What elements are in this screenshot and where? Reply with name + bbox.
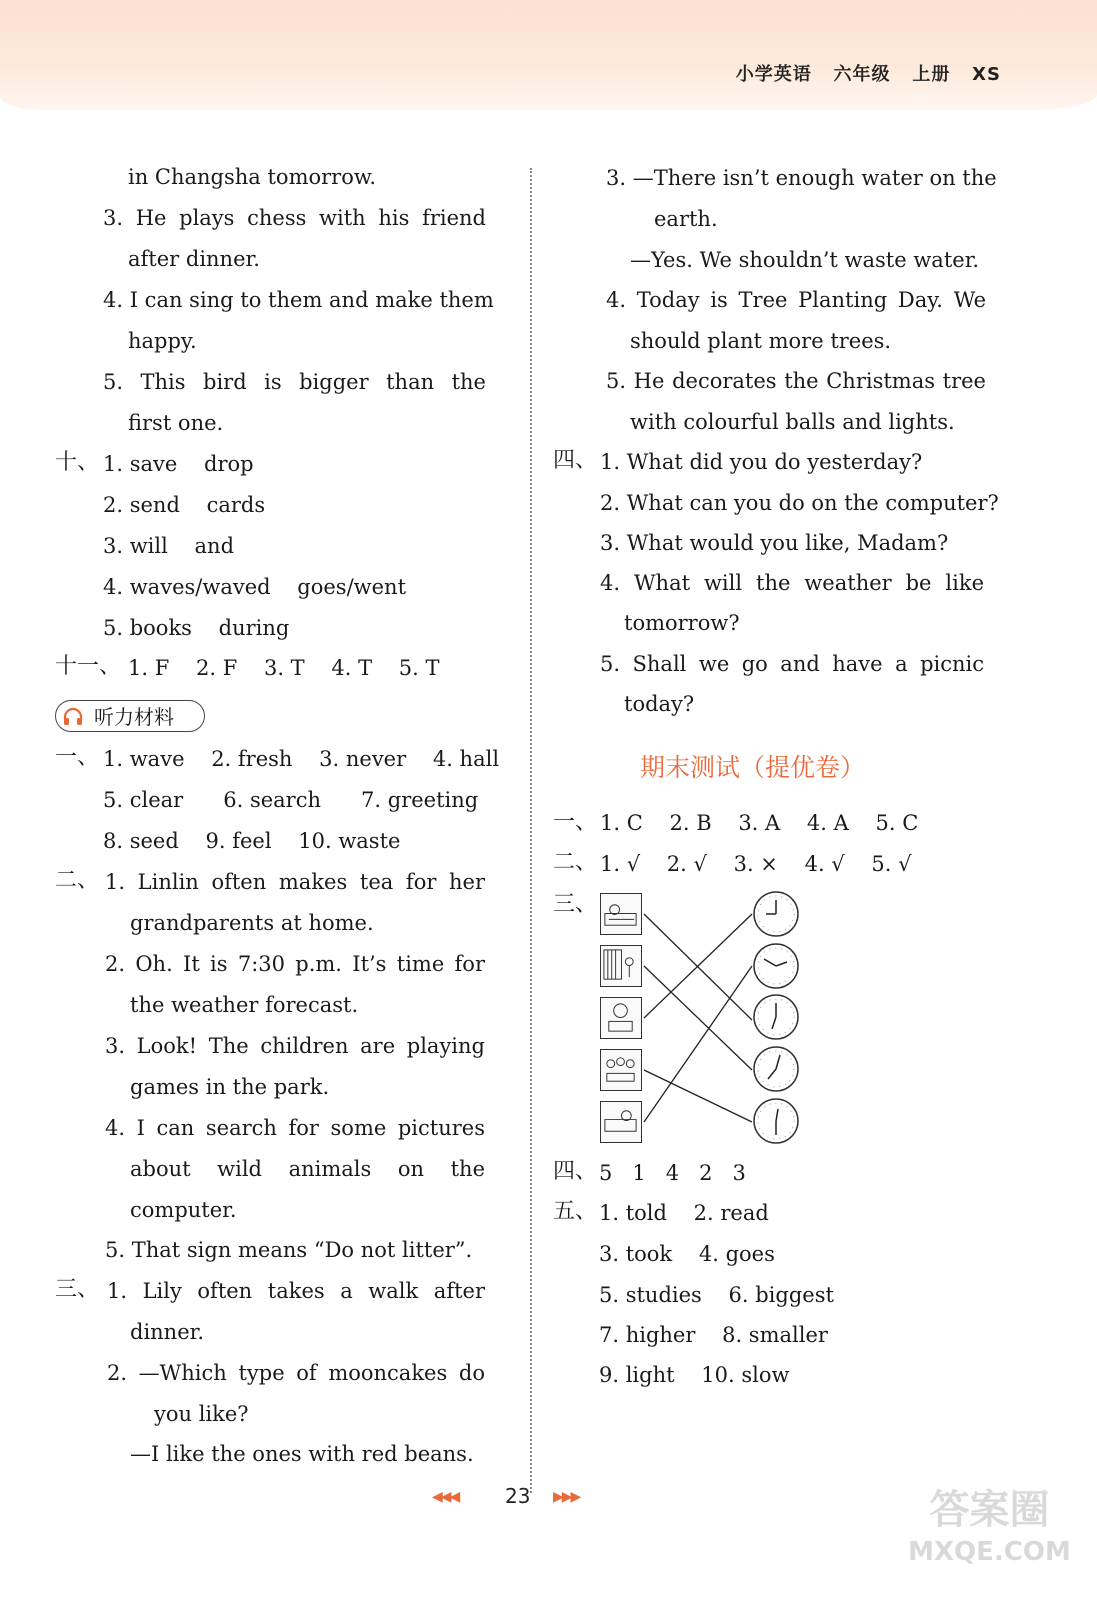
listen-2-line-7: 4. I can search for some pictures: [105, 1116, 485, 1140]
clock-icon: [752, 993, 800, 1041]
section-4-line-2: 2. What can you do on the computer?: [600, 491, 999, 515]
listen-1-row-2: 5. clear 6. search 7. greeting: [103, 788, 479, 812]
exam-section-4-answers: 5 1 4 2 3: [599, 1161, 746, 1185]
headphones-icon: [62, 706, 84, 728]
section-4-line-4: 4. What will the weather be like: [600, 571, 984, 595]
listen-3-line-5: —I like the ones with red beans.: [130, 1442, 474, 1466]
right-line-1: 3. —There isn’t enough water on the: [606, 166, 997, 190]
clock-icon: [752, 942, 800, 990]
right-line-7: with colourful balls and lights.: [630, 410, 955, 434]
watermark-text: 答案圈: [929, 1487, 1050, 1533]
watermark-url: MXQE.COM: [908, 1537, 1071, 1567]
clock-icon: [752, 1097, 800, 1145]
exam-section-5-row-1: 1. told 2. read: [599, 1201, 769, 1225]
exam-section-1-answers: 1. C 2. B 3. A 4. A 5. C: [600, 811, 919, 835]
picture-family-dinner: [600, 1049, 642, 1091]
listen-2-line-8: about wild animals on the: [130, 1157, 485, 1181]
exam-section-5-row-5: 9. light 10. slow: [599, 1363, 790, 1387]
listen-2-line-5: 3. Look! The children are playing: [105, 1034, 485, 1058]
section-10-item-1: 1. save drop: [103, 452, 254, 476]
picture-sleeping: [600, 893, 642, 935]
section-4-line-5: tomorrow?: [624, 611, 740, 635]
left-line-2: 3. He plays chess with his friend: [103, 206, 486, 230]
section-4-line-6: 5. Shall we go and have a picnic: [600, 652, 984, 676]
listen-3-line-4: you like?: [154, 1402, 249, 1426]
next-arrows-icon: ▶▶▶: [553, 1489, 580, 1505]
listen-1-label: 一、: [55, 745, 100, 770]
section-10-item-2: 2. send cards: [103, 493, 266, 517]
section-4-label: 四、: [553, 448, 598, 473]
section-4-line-1: 1. What did you do yesterday?: [600, 450, 923, 474]
header-title: 小学英语 六年级 上册 XS: [735, 64, 1001, 85]
right-line-6: 5. He decorates the Christmas tree: [606, 369, 986, 393]
listening-material-label: 听力材料: [94, 705, 174, 729]
clock-icon: [752, 890, 800, 938]
matching-lines: [640, 900, 755, 1130]
left-line-1: in Changsha tomorrow.: [128, 165, 377, 189]
column-divider: [530, 168, 532, 1493]
listen-2-line-6: games in the park.: [130, 1075, 330, 1099]
listen-2-line-1: 1. Linlin often makes tea for her: [105, 870, 485, 894]
prev-arrows-icon: ◀◀◀: [432, 1489, 459, 1505]
page-number: 23: [505, 1484, 531, 1508]
listen-3-line-3: 2. —Which type of mooncakes do: [107, 1361, 485, 1385]
section-11-answers: 1. F 2. F 3. T 4. T 5. T: [128, 656, 440, 680]
section-11-label: 十一、: [55, 654, 122, 679]
exam-section-2-label: 二、: [553, 850, 598, 875]
listen-2-line-10: 5. That sign means “Do not litter”.: [105, 1238, 473, 1262]
listen-2-line-3: 2. Oh. It is 7:30 p.m. It’s time for: [105, 952, 485, 976]
right-line-3: —Yes. We shouldn’t waste water.: [630, 248, 980, 272]
left-line-4: 4. I can sing to them and make them: [103, 288, 494, 312]
left-line-3: after dinner.: [128, 247, 260, 271]
left-line-6: 5. This bird is bigger than the: [103, 370, 486, 394]
clock-icon: [752, 1045, 800, 1093]
listen-3-line-2: dinner.: [130, 1320, 205, 1344]
watermark-logo: [902, 1485, 1077, 1585]
listen-2-line-4: the weather forecast.: [130, 993, 359, 1017]
listen-1-row-3: 8. seed 9. feel 10. waste: [103, 829, 401, 853]
exam-section-2-answers: 1. √ 2. √ 3. × 4. √ 5. √: [600, 852, 912, 876]
right-line-5: should plant more trees.: [630, 329, 892, 353]
listen-2-label: 二、: [55, 868, 100, 893]
left-line-5: happy.: [128, 329, 197, 353]
section-10-item-4: 4. waves/waved goes/went: [103, 575, 407, 599]
picture-studying: [600, 997, 642, 1039]
exam-section-5-row-2: 3. took 4. goes: [599, 1242, 775, 1266]
section-10-item-3: 3. will and: [103, 534, 235, 558]
listen-3-line-1: 1. Lily often takes a walk after: [107, 1279, 485, 1303]
listen-2-line-2: grandparents at home.: [130, 911, 374, 935]
listen-1-row-1: 1. wave 2. fresh 3. never 4. hall: [103, 747, 500, 771]
exam-title: 期末测试（提优卷）: [640, 753, 866, 782]
exam-section-5-row-4: 7. higher 8. smaller: [599, 1323, 828, 1347]
listening-material-tag: [55, 700, 205, 732]
right-line-4: 4. Today is Tree Planting Day. We: [606, 288, 986, 312]
right-line-2: earth.: [654, 207, 718, 231]
exam-section-5-label: 五、: [553, 1199, 598, 1224]
exam-section-1-label: 一、: [553, 810, 598, 835]
section-10-item-5: 5. books during: [103, 616, 290, 640]
left-line-7: first one.: [128, 411, 224, 435]
exam-section-4-label: 四、: [553, 1159, 598, 1184]
section-10-label: 十、: [55, 450, 100, 475]
section-4-line-3: 3. What would you like, Madam?: [600, 531, 949, 555]
header-band: [0, 0, 1097, 110]
listen-3-label: 三、: [55, 1277, 100, 1302]
exam-section-3-label: 三、: [553, 892, 598, 917]
exam-section-5-row-3: 5. studies 6. biggest: [599, 1283, 834, 1307]
listen-2-line-9: computer.: [130, 1198, 237, 1222]
picture-bedtime: [600, 1101, 642, 1143]
section-4-line-7: today?: [624, 692, 695, 716]
picture-watching-tv: [600, 945, 642, 987]
